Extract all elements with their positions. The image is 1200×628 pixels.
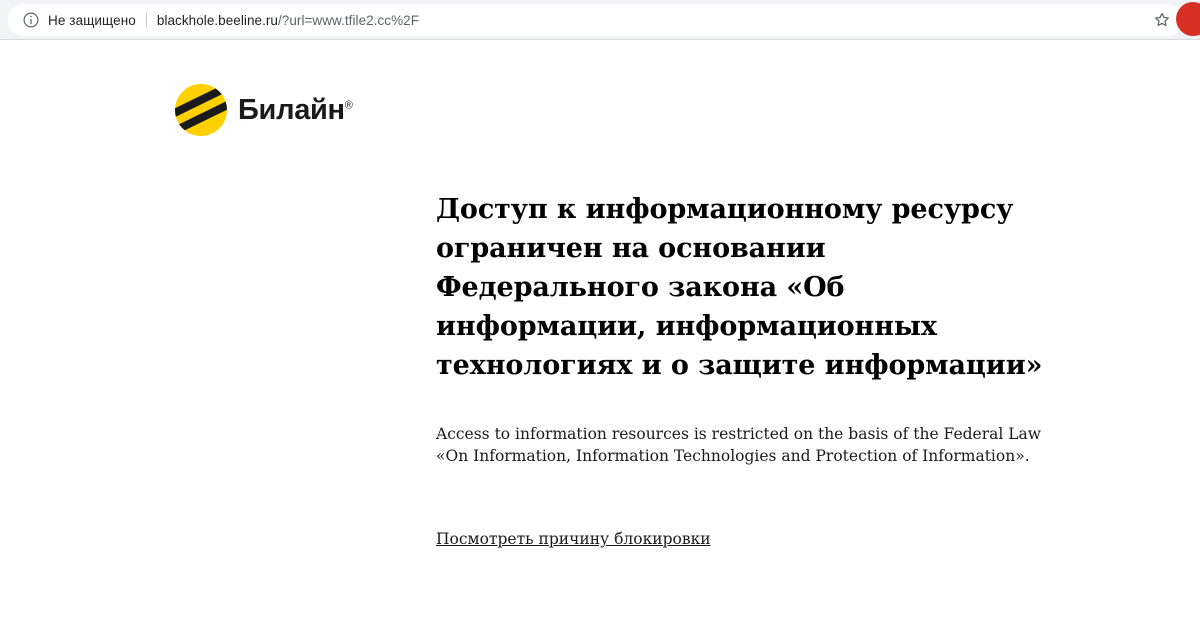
browser-toolbar bbox=[0, 0, 1200, 40]
view-block-reason-link[interactable]: Посмотреть причину блокировки bbox=[436, 530, 711, 548]
url-path: /?url=www.tfile2.cc%2F bbox=[277, 12, 420, 28]
notice-subtext-line1: Access to information resources is restricted on the basis of the Federal Law bbox=[436, 425, 1042, 443]
url-display[interactable] bbox=[157, 13, 1146, 28]
logo-wordmark: Билайн bbox=[238, 93, 345, 126]
security-status-label: Не защищено bbox=[48, 12, 136, 28]
info-circle-icon[interactable] bbox=[22, 11, 40, 29]
url-host: blackhole.beeline.ru bbox=[156, 12, 278, 28]
beeline-logo[interactable] bbox=[175, 84, 353, 136]
notice-subtext-line2: «On Information, Information Technologies and Protection of Information». bbox=[436, 447, 1030, 465]
page-title: Доступ к информационному ресурсу ограничен на основании Федерального закона «Об информации, информационных технологиях и о защите информации» bbox=[436, 194, 1043, 381]
registered-mark: ® bbox=[344, 98, 353, 111]
notice-content bbox=[436, 190, 1056, 549]
blocked-page bbox=[0, 40, 1200, 628]
address-bar[interactable] bbox=[8, 4, 1184, 36]
notice-subtext bbox=[436, 423, 1056, 467]
omnibox-divider bbox=[146, 12, 147, 28]
star-icon[interactable] bbox=[1152, 10, 1172, 30]
beeline-logo-icon bbox=[175, 84, 227, 136]
beeline-logo-text bbox=[238, 94, 353, 127]
